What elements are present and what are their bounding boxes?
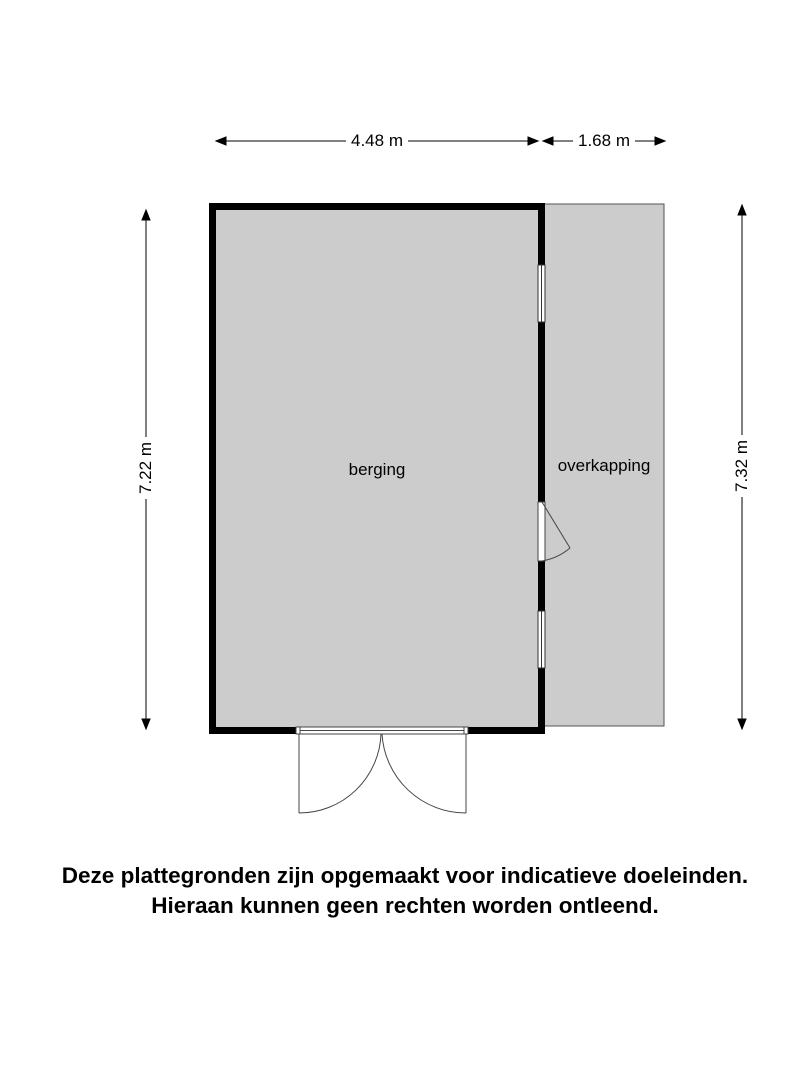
arrow-up-icon — [738, 205, 746, 215]
wall-top — [209, 203, 545, 210]
arrow-up-icon — [142, 210, 150, 220]
arrow-down-icon — [142, 719, 150, 729]
double-door — [296, 727, 468, 813]
dimension-top-left-label: 4.48 m — [346, 131, 408, 151]
disclaimer-line-2: Hieraan kunnen geen rechten worden ontleend. — [151, 893, 659, 918]
wall-right-2 — [538, 322, 545, 502]
dimension-right-label: 7.32 m — [732, 435, 752, 497]
room-label-canopy: overkapping — [557, 456, 651, 475]
wall-right-1 — [538, 203, 545, 265]
room-label-storage: berging — [348, 460, 406, 479]
window-upper — [538, 265, 545, 322]
disclaimer-line-1: Deze plattegronden zijn opgemaakt voor indicatieve doeleinden. — [61, 863, 749, 888]
dimension-top-right-label: 1.68 m — [573, 131, 635, 151]
wall-bottom-left — [209, 727, 299, 734]
wall-bottom-right — [466, 727, 545, 734]
arrow-left-icon — [543, 137, 553, 145]
arrow-left-icon — [216, 137, 226, 145]
wall-left — [209, 203, 216, 734]
wall-right-3 — [538, 561, 545, 611]
window-lower — [538, 611, 545, 668]
arrow-right-icon — [528, 137, 538, 145]
dimension-left-label: 7.22 m — [136, 437, 156, 499]
arrow-down-icon — [738, 719, 746, 729]
arrow-right-icon — [655, 137, 665, 145]
wall-right-4 — [538, 668, 545, 734]
